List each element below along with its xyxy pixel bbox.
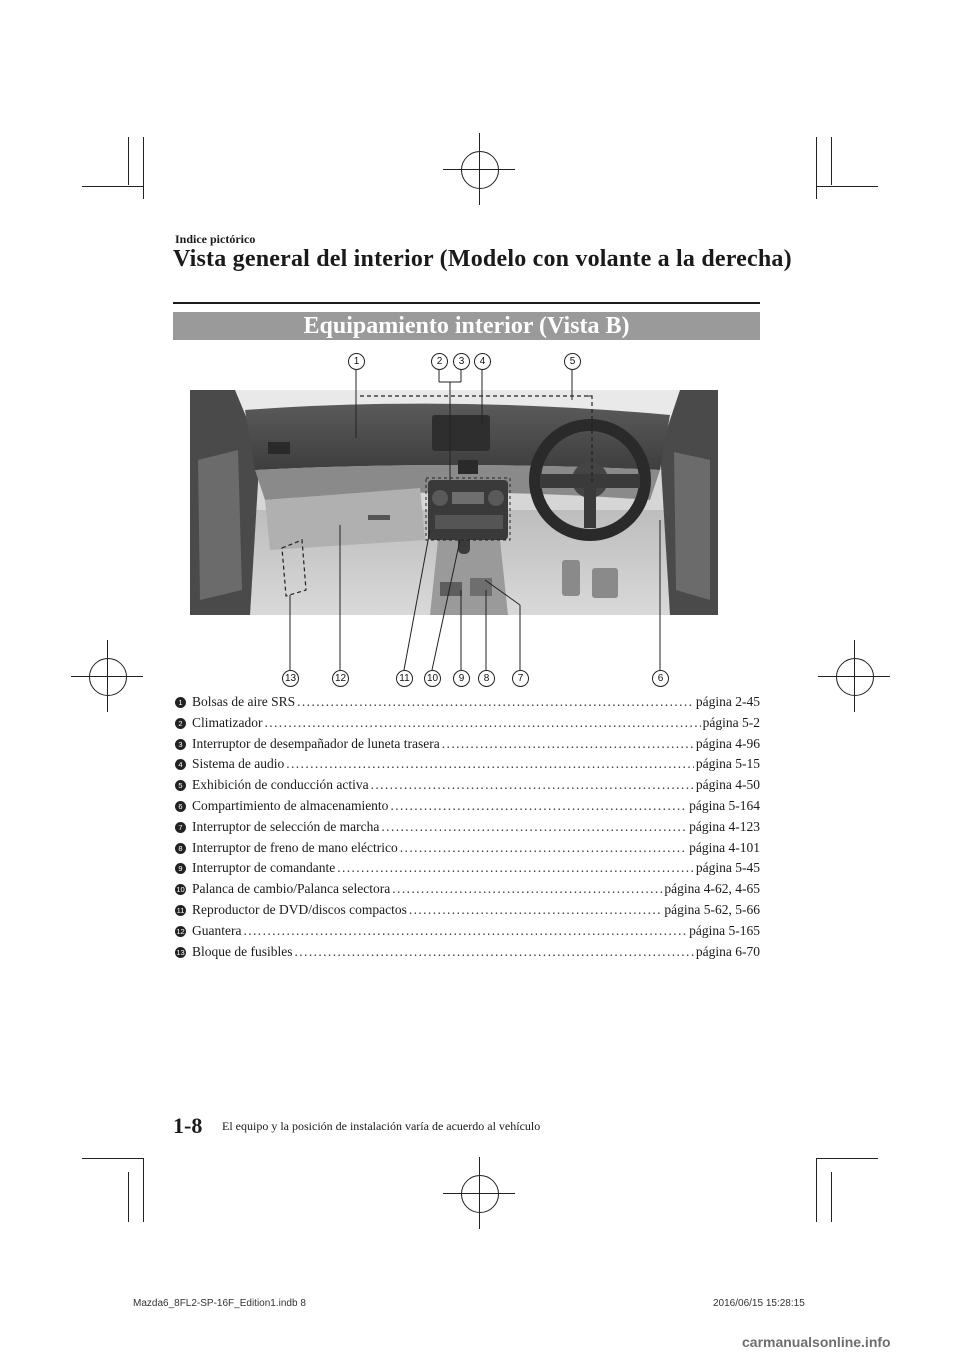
item-page-ref[interactable]: página 4-123 (689, 818, 760, 834)
list-item (175, 694, 760, 715)
item-page-ref[interactable]: página 5-62, 5-66 (664, 901, 760, 917)
item-label: Climatizador (192, 714, 263, 730)
callout-7: 7 (512, 670, 529, 687)
item-page-ref[interactable]: página 5-15 (695, 756, 760, 772)
list-item (175, 860, 760, 881)
callout-13: 13 (282, 670, 299, 687)
item-label: Sistema de audio (192, 756, 285, 772)
list-item (175, 923, 760, 944)
section-label: Indice pictórico (175, 232, 256, 246)
item-page-ref[interactable]: página 5-165 (689, 922, 760, 938)
callout-1: 1 (348, 353, 365, 370)
item-number: 8 (175, 843, 186, 854)
callout-5: 5 (564, 353, 581, 370)
item-label: Exhibición de conducción activa (192, 777, 369, 793)
leader-dots (295, 944, 694, 960)
item-number: 7 (175, 822, 186, 833)
leader-dots (409, 902, 663, 918)
item-label: Interruptor de desempañador de luneta trasera (192, 735, 440, 751)
item-number: 11 (176, 905, 185, 915)
print-file-info: Mazda6_8FL2-SP-16F_Edition1.indb 8 (133, 1298, 306, 1309)
item-number: 2 (175, 718, 186, 729)
callout-12: 12 (332, 670, 349, 687)
list-item (175, 881, 760, 902)
item-page-ref[interactable]: página 4-101 (689, 839, 760, 855)
list-item (175, 715, 760, 736)
leader-dots (371, 777, 694, 793)
item-page-ref[interactable]: página 4-62, 4-65 (664, 881, 760, 897)
callout-11: 11 (396, 670, 413, 687)
leader-dots (286, 756, 694, 772)
callout-9: 9 (453, 670, 470, 687)
leader-dots (400, 840, 687, 856)
item-number: 13 (176, 947, 185, 957)
list-item (175, 756, 760, 777)
list-item (175, 840, 760, 861)
list-item (175, 798, 760, 819)
item-label: Bolsas de aire SRS (192, 694, 296, 709)
item-number: 4 (175, 759, 186, 770)
item-number: 12 (176, 926, 185, 936)
item-number: 1 (175, 697, 186, 708)
item-page-ref[interactable]: página 4-96 (695, 735, 760, 751)
item-page-ref[interactable]: página 5-164 (689, 797, 760, 813)
item-page-ref[interactable]: página 6-70 (695, 943, 760, 959)
callout-10: 10 (424, 670, 441, 687)
callout-3: 3 (453, 353, 470, 370)
page-title: Vista general del interior (Modelo con volante a la derecha) (173, 246, 792, 272)
callout-6: 6 (652, 670, 669, 687)
leader-dots (297, 694, 694, 710)
callout-8: 8 (478, 670, 495, 687)
list-item (175, 902, 760, 923)
leader-dots (337, 860, 694, 876)
footer-note: El equipo y la posición de instalación varía de acuerdo al vehículo (222, 1119, 541, 1133)
equipment-list (175, 694, 760, 964)
section-banner: Equipamiento interior (Vista B) (173, 312, 760, 340)
leader-dots (381, 819, 687, 835)
item-number: 9 (175, 863, 186, 874)
leader-dots (264, 715, 700, 731)
watermark: carmanualsonline.info (742, 1334, 891, 1350)
item-number: 10 (176, 885, 185, 895)
leader-dots (243, 923, 687, 939)
page-number: 1-8 (173, 1113, 203, 1138)
item-number: 6 (175, 801, 186, 812)
item-page-ref[interactable]: página 2-45 (695, 694, 760, 709)
item-label: Guantera (192, 922, 242, 938)
item-label: Bloque de fusibles (192, 943, 293, 959)
item-page-ref[interactable]: página 5-2 (702, 714, 760, 730)
callout-2: 2 (431, 353, 448, 370)
item-label: Interruptor de comandante (192, 860, 336, 876)
item-page-ref[interactable]: página 5-45 (695, 860, 760, 876)
print-date: 2016/06/15 15:28:15 (713, 1298, 805, 1309)
item-number: 3 (175, 739, 186, 750)
leader-dots (442, 736, 694, 752)
list-item (175, 944, 760, 965)
list-item (175, 736, 760, 757)
item-label: Compartimiento de almacenamiento (192, 797, 389, 813)
item-label: Palanca de cambio/Palanca selectora (192, 881, 391, 897)
item-number: 5 (175, 780, 186, 791)
item-label: Interruptor de selección de marcha (192, 818, 380, 834)
item-label: Interruptor de freno de mano eléctrico (192, 839, 398, 855)
item-page-ref[interactable]: página 4-50 (695, 777, 760, 793)
list-item (175, 777, 760, 798)
callout-4: 4 (474, 353, 491, 370)
item-label: Reproductor de DVD/discos compactos (192, 901, 407, 917)
list-item (175, 819, 760, 840)
leader-dots (390, 798, 687, 814)
leader-dots (392, 881, 662, 897)
